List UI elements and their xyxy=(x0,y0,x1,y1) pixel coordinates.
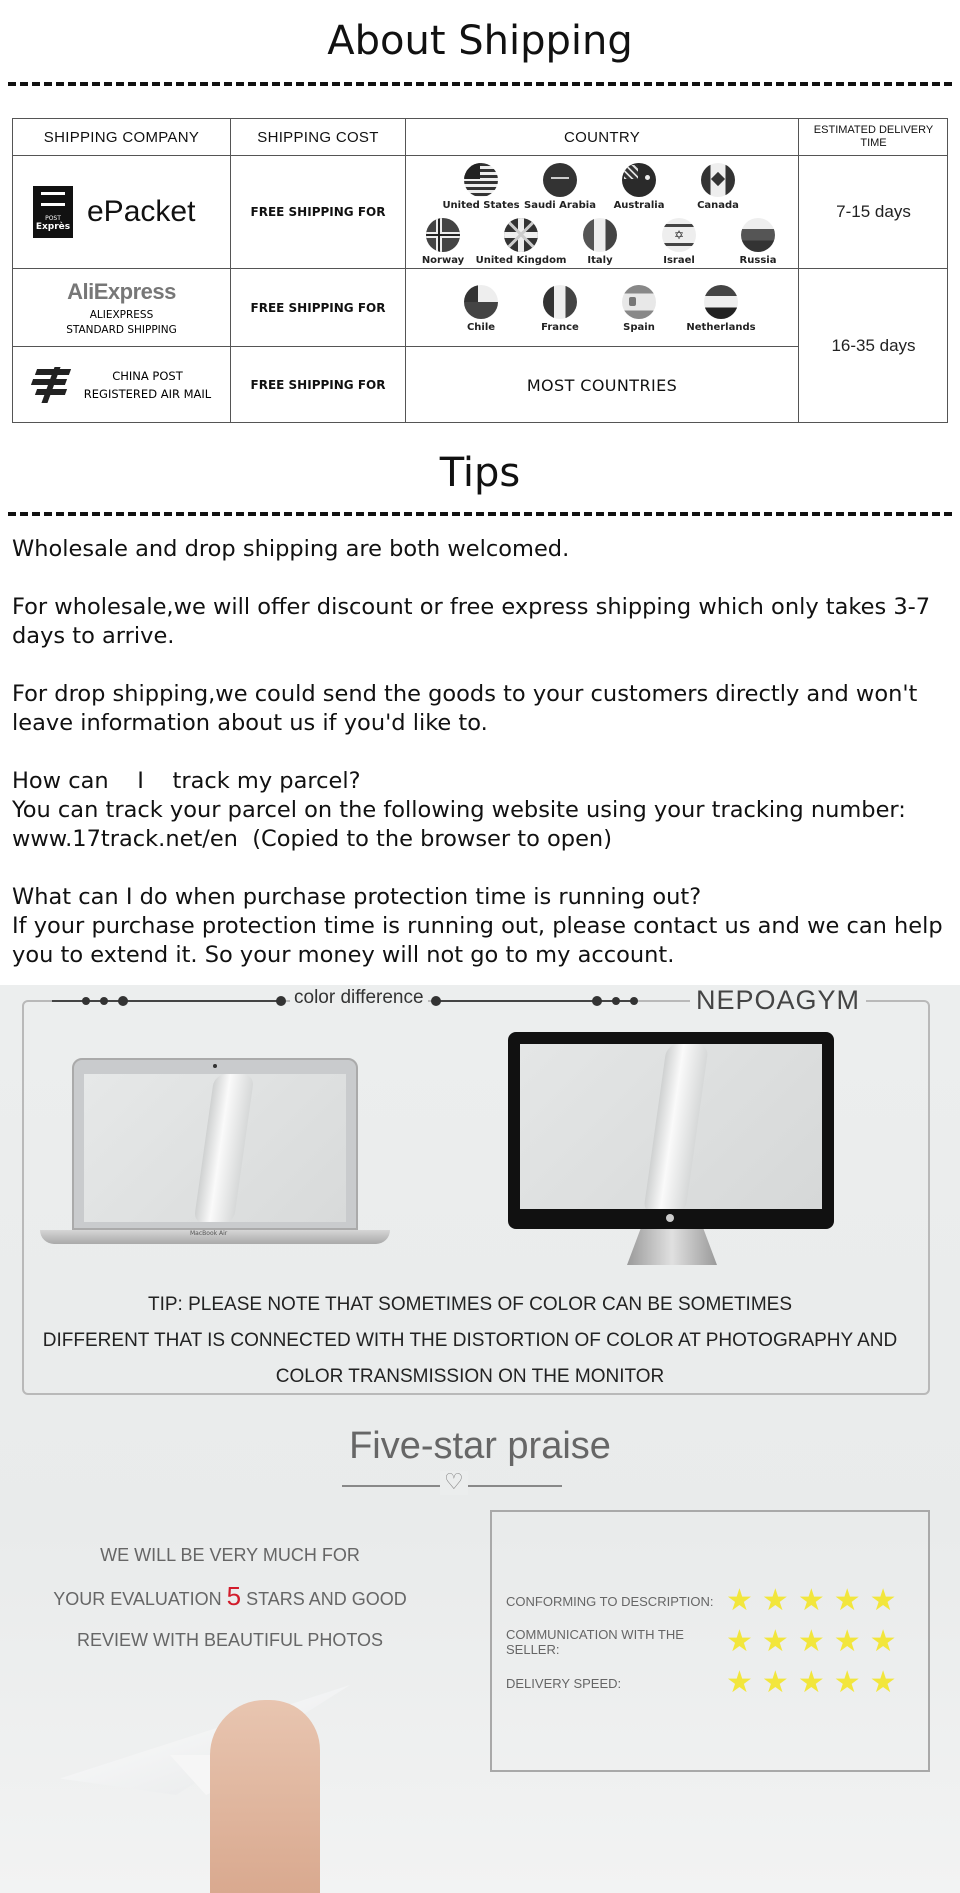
tips-paragraph: You can track your parcel on the following website using your tracking number: xyxy=(12,797,906,823)
star-icon: ★ xyxy=(797,1583,825,1618)
laptop-illustration xyxy=(72,1058,358,1230)
flag-russia xyxy=(713,218,803,266)
evaluation-line2-b: STARS AND GOOD xyxy=(246,1589,407,1609)
flag-label: Canada xyxy=(697,200,739,211)
tips-paragraph: What can I do when purchase protection time is running out? xyxy=(12,884,702,910)
monitor-stand xyxy=(627,1229,717,1265)
netherlands-flag-icon xyxy=(704,285,738,319)
flag-label: Chile xyxy=(466,322,496,333)
product-image xyxy=(193,1074,254,1222)
rating-label: CONFORMING TO DESCRIPTION: xyxy=(506,1593,714,1609)
tracking-url: www.17track.net/en (Copied to the browser to open) xyxy=(12,826,612,852)
flag-label: Russia xyxy=(739,255,777,266)
color-tip-line: TIP: PLEASE NOTE THAT SOMETIMES OF COLOR CAN BE SOMETIMES xyxy=(148,1294,792,1315)
flag-label: United States xyxy=(442,200,520,211)
flag-norway xyxy=(398,218,488,266)
star-icon: ★ xyxy=(869,1583,897,1618)
rating-box xyxy=(490,1510,930,1772)
header-country: COUNTRY xyxy=(406,119,799,156)
france-flag-icon xyxy=(543,285,577,319)
star-icon: ★ xyxy=(833,1583,861,1618)
color-tip-line: DIFFERENT THAT IS CONNECTED WITH THE DISTORTION OF COLOR AT PHOTOGRAPHY AND xyxy=(42,1330,898,1351)
flag-united-kingdom xyxy=(476,218,566,266)
star-icon: ★ xyxy=(833,1665,861,1700)
tips-paragraph: Wholesale and drop shipping are both welcomed. xyxy=(12,536,570,562)
laptop-base xyxy=(40,1230,390,1244)
aliexpress-chinapost-delivery: 16-35 days xyxy=(831,336,916,355)
rating-row-description xyxy=(506,1583,926,1618)
laptop-screen xyxy=(84,1074,346,1222)
product-image xyxy=(643,1044,709,1209)
laptop-brand-label: MacBook Air xyxy=(190,1230,228,1237)
flag-label: Australia xyxy=(613,200,665,211)
dot-icon xyxy=(118,996,128,1006)
norway-flag-icon xyxy=(426,218,460,252)
tips-paragraph: If your purchase protection time is running out, please contact us and we can help you to extend it. So your money will not go to my account. xyxy=(12,913,943,968)
five-star-praise-title: Five-star praise xyxy=(349,1425,611,1467)
flag-israel xyxy=(634,218,724,266)
rating-row-delivery xyxy=(506,1665,926,1700)
flag-label: Spain xyxy=(623,322,655,333)
saudi-flag-icon xyxy=(543,163,577,197)
nepoagym-brand: NEPOAGYM xyxy=(690,985,866,1016)
star-icon: ★ xyxy=(726,1665,753,1700)
chile-flag-icon xyxy=(464,285,498,319)
dot-icon xyxy=(276,996,286,1006)
rating-stars xyxy=(726,1583,897,1618)
flag-label: Israel xyxy=(663,255,695,266)
chinapost-countries: MOST COUNTRIES xyxy=(406,347,799,423)
crown-icon xyxy=(41,192,65,206)
epacket-delivery: 7-15 days xyxy=(799,156,948,269)
uk-flag-icon xyxy=(504,218,538,252)
flag-label: Norway xyxy=(421,255,465,266)
flag-netherlands xyxy=(676,285,766,333)
flag-italy xyxy=(555,218,645,266)
rating-row-communication xyxy=(506,1624,926,1659)
us-flag-icon xyxy=(464,163,498,197)
chinapost-name-line2: REGISTERED AIR MAIL xyxy=(83,387,212,401)
star-icon: ★ xyxy=(761,1665,789,1700)
chinapost-cost: FREE SHIPPING FOR xyxy=(231,347,406,423)
aliexpress-name-line1: ALIEXPRESS xyxy=(89,309,154,321)
epacket-cost: FREE SHIPPING FOR xyxy=(231,156,406,269)
israel-flag-icon: ✡ xyxy=(662,218,696,252)
evaluation-line1: WE WILL BE VERY MUCH FOR xyxy=(100,1545,360,1565)
flag-label: United Kingdom xyxy=(475,255,567,266)
rating-label: DELIVERY SPEED: xyxy=(506,1675,622,1691)
aliexpress-company-cell xyxy=(13,269,231,347)
star-icon: ★ xyxy=(797,1624,825,1659)
evaluation-line3: REVIEW WITH BEAUTIFUL PHOTOS xyxy=(76,1630,384,1650)
tips-text xyxy=(12,535,952,970)
laptop-camera-icon xyxy=(213,1064,217,1068)
color-difference-banner xyxy=(0,985,960,1893)
epacket-company-cell xyxy=(13,156,231,269)
canada-flag-icon xyxy=(701,163,735,197)
star-icon: ★ xyxy=(869,1624,897,1659)
chinapost-company-cell xyxy=(13,347,231,423)
rating-stars xyxy=(726,1624,897,1659)
evaluation-line2 xyxy=(40,1576,420,1620)
rating-label: COMMUNICATION WITH THE SELLER: xyxy=(506,1627,684,1657)
decorative-line xyxy=(436,1000,636,1002)
tips-paragraph: How can I track my parcel? xyxy=(12,768,361,794)
dot-icon xyxy=(82,997,90,1005)
title-divider xyxy=(8,82,952,86)
post-logo-small: POST xyxy=(45,215,61,222)
flag-spain xyxy=(594,285,684,333)
star-icon: ★ xyxy=(726,1583,753,1618)
italy-flag-icon xyxy=(583,218,617,252)
heart-icon: ♡ xyxy=(440,1471,468,1495)
dot-icon xyxy=(592,996,602,1006)
tips-title: Tips xyxy=(439,450,521,496)
dot-icon xyxy=(100,997,108,1005)
aliexpress-logo: AliExpress xyxy=(67,279,176,304)
star-icon: ★ xyxy=(761,1624,789,1659)
russia-flag-icon xyxy=(741,218,775,252)
aliexpress-name-line2: STANDARD SHIPPING xyxy=(66,324,177,336)
star-icon: ★ xyxy=(761,1583,789,1618)
flag-label: Saudi Arabia xyxy=(524,200,596,211)
five-highlight: 5 xyxy=(226,1581,242,1611)
flag-label: Netherlands xyxy=(686,322,756,333)
post-expres-logo xyxy=(33,186,73,238)
header-shipping-cost: SHIPPING COST xyxy=(231,119,406,156)
flag-saudi-arabia xyxy=(515,163,605,211)
star-icon: ★ xyxy=(833,1624,861,1659)
rating-stars xyxy=(726,1665,897,1700)
chinapost-name-line1: CHINA POST xyxy=(112,369,183,383)
tips-paragraph: For drop shipping,we could send the goods to your customers directly and won't leave information about us if you'd like to. xyxy=(12,681,918,736)
dot-icon xyxy=(431,996,441,1006)
hand-illustration xyxy=(210,1700,320,1893)
star-icon: ★ xyxy=(869,1665,897,1700)
apple-logo-icon xyxy=(666,1214,674,1222)
evaluation-text xyxy=(40,1535,420,1661)
flag-label: France xyxy=(541,322,579,333)
tips-paragraph: For wholesale,we will offer discount or free express shipping which only takes 3-7 days to arrive. xyxy=(12,594,931,649)
epacket-name: ePacket xyxy=(87,195,196,228)
header-estimated-delivery: ESTIMATED DELIVERY TIME xyxy=(799,119,948,156)
aliexpress-cost: FREE SHIPPING FOR xyxy=(231,269,406,347)
header-shipping-company: SHIPPING COMPANY xyxy=(13,119,231,156)
monitor-illustration xyxy=(508,1032,834,1229)
flag-label: Italy xyxy=(587,255,613,266)
color-tip-line: COLOR TRANSMISSION ON THE MONITOR xyxy=(275,1366,665,1387)
star-icon: ★ xyxy=(797,1665,825,1700)
about-shipping-title: About Shipping xyxy=(327,18,633,64)
monitor-screen xyxy=(520,1044,822,1209)
dot-icon xyxy=(630,997,638,1005)
star-icon: ★ xyxy=(726,1624,753,1659)
spain-flag-icon xyxy=(622,285,656,319)
tips-divider xyxy=(8,512,952,516)
expres-logo-word: Exprès xyxy=(35,222,71,232)
australia-flag-icon xyxy=(622,163,656,197)
flag-france xyxy=(515,285,605,333)
flag-united-states xyxy=(436,163,526,211)
flag-australia xyxy=(594,163,684,211)
flag-canada xyxy=(673,163,763,211)
dot-icon xyxy=(612,997,620,1005)
shipping-table xyxy=(12,118,948,423)
china-post-logo-icon xyxy=(32,365,72,405)
color-difference-label: color difference xyxy=(290,987,428,1009)
evaluation-line2-a: YOUR EVALUATION xyxy=(53,1589,222,1609)
flag-chile xyxy=(436,285,526,333)
